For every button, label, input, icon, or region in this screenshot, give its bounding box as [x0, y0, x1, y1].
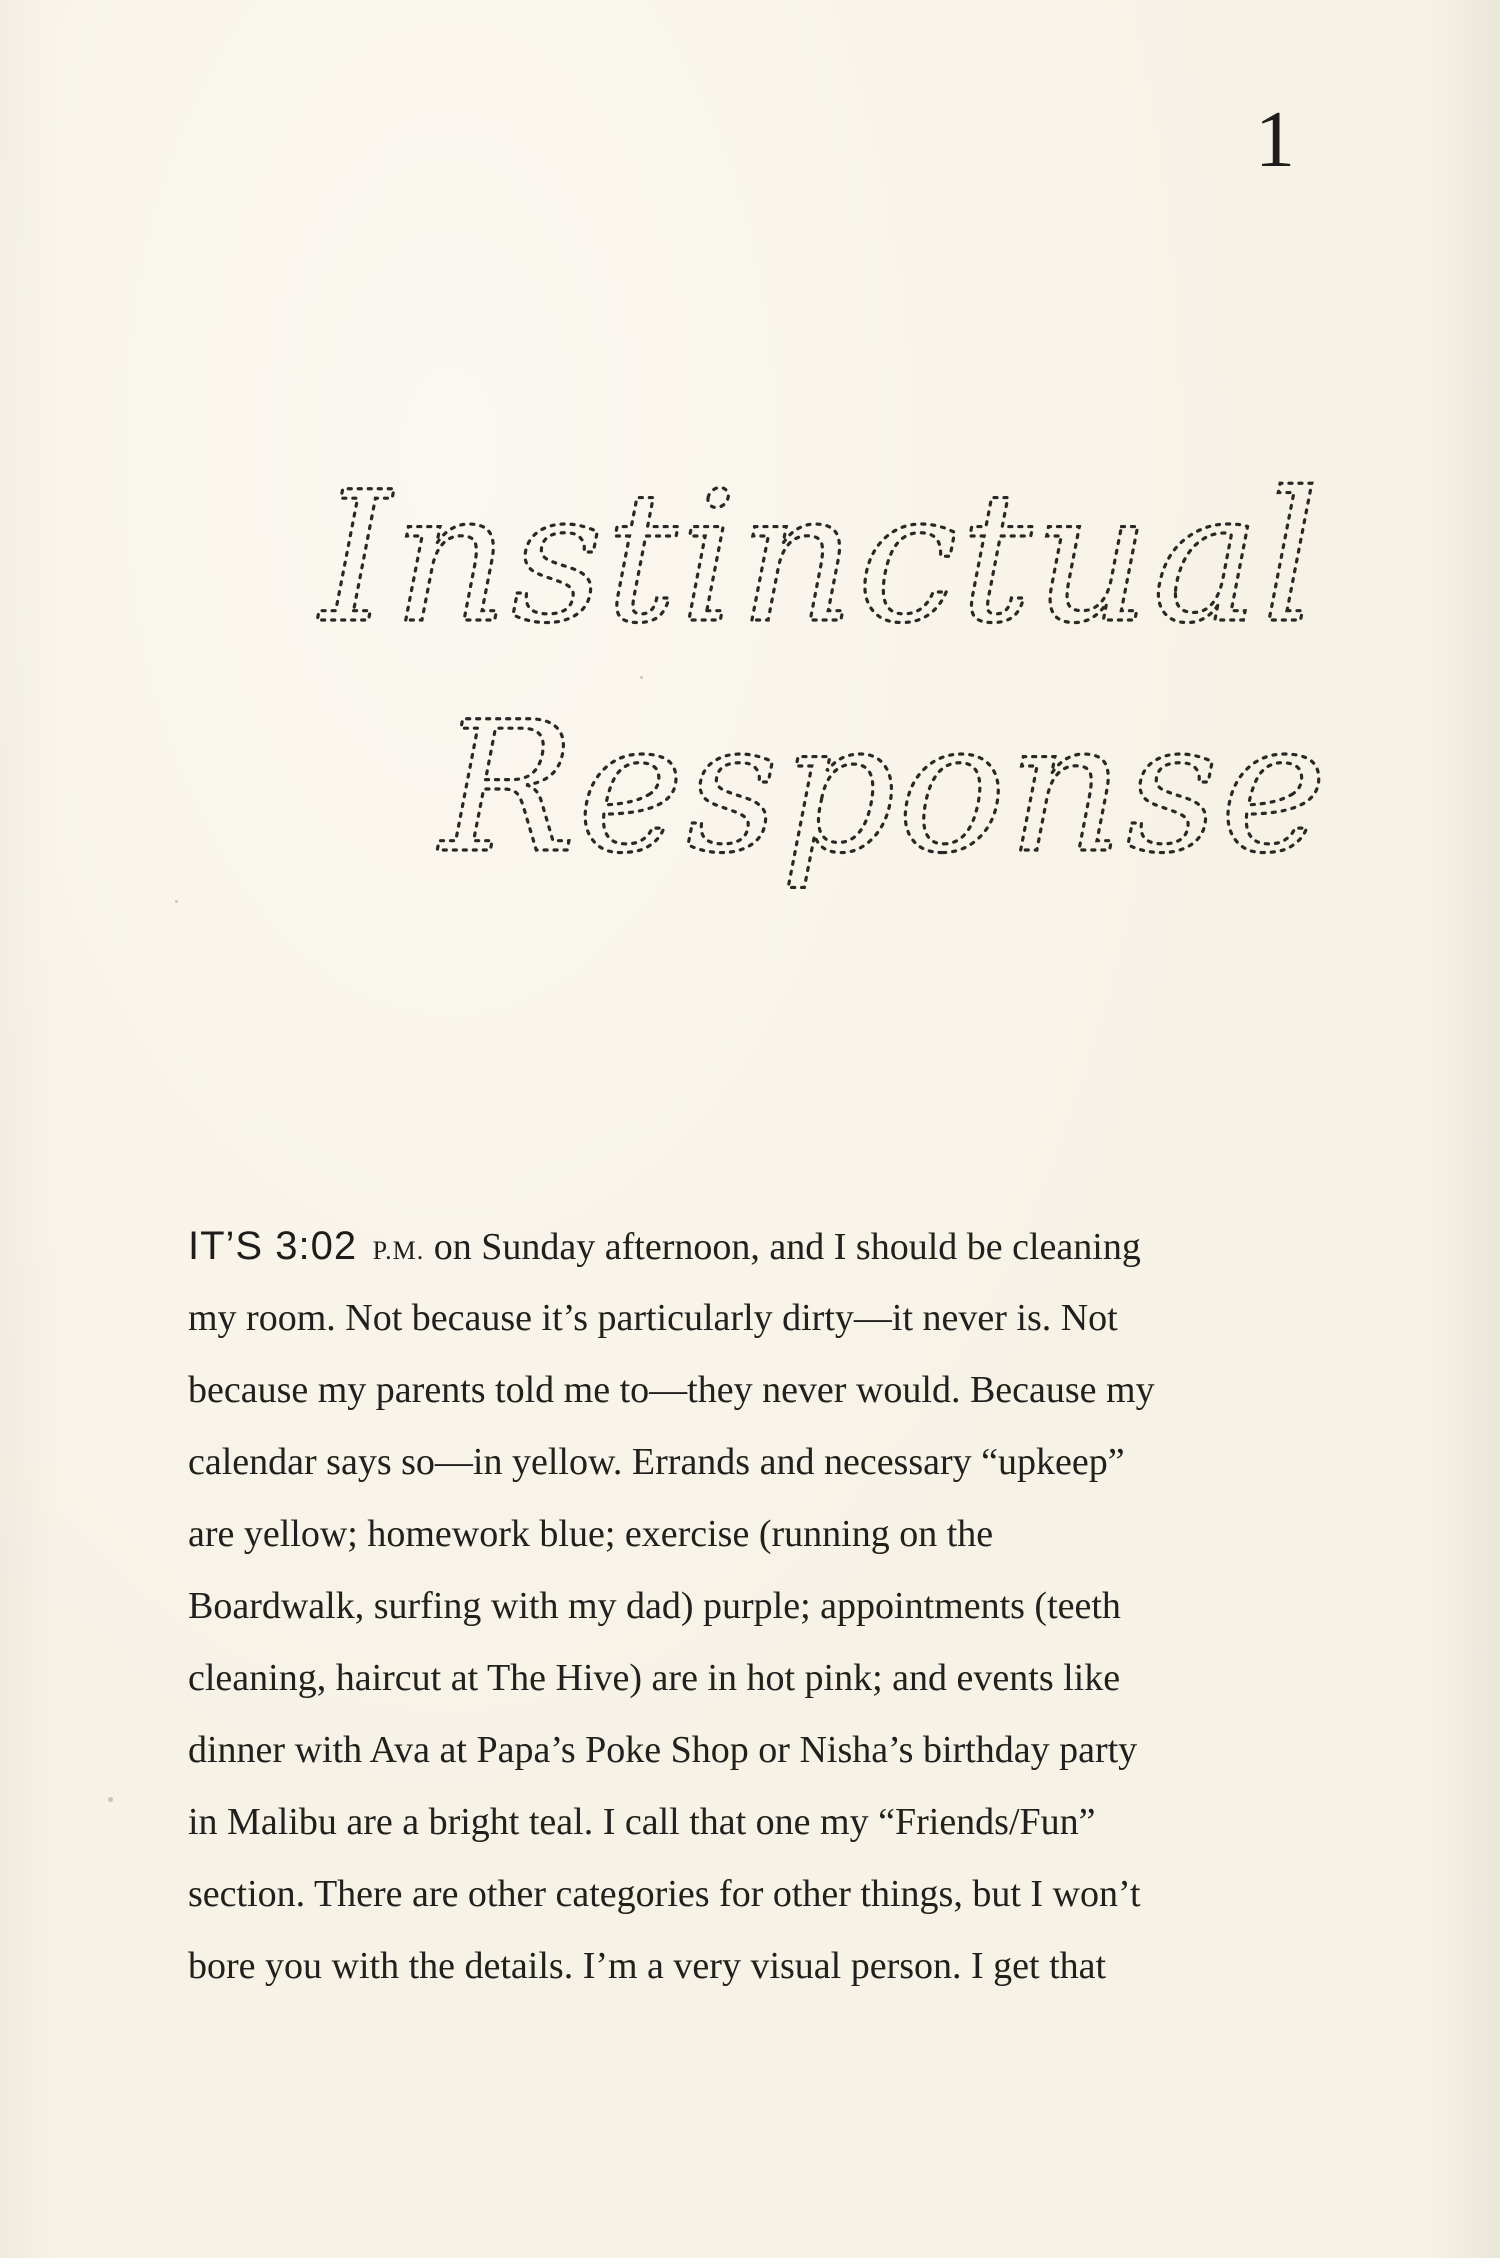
text-line: because my parents told me to—they never would. Because my [188, 1369, 1155, 1411]
lead-in-caps: IT’S 3:02 [188, 1224, 358, 1268]
paper-speck [175, 900, 178, 903]
body-text [188, 1210, 1316, 2002]
chapter-number: 1 [1255, 96, 1295, 184]
chapter-title [300, 454, 1329, 940]
text-line: my room. Not because it’s particularly dirty—it never is. Not [188, 1297, 1118, 1339]
time-suffix: P.M. [372, 1236, 425, 1265]
text-line: dinner with Ava at Papa’s Poke Shop or Nisha’s birthday party [188, 1729, 1138, 1771]
text-line: section. There are other categories for other things, but I won’t [188, 1873, 1141, 1915]
first-line-text: on Sunday afternoon, and I should be cleaning [433, 1226, 1141, 1268]
text-line: cleaning, haircut at The Hive) are in hot pink; and events like [188, 1657, 1121, 1699]
text-line: bore you with the details. I’m a very visual person. I get that [188, 1945, 1107, 1987]
text-line: are yellow; homework blue; exercise (running on the [188, 1513, 994, 1555]
paragraph-first-line [188, 1210, 1316, 1282]
text-line: Boardwalk, surfing with my dad) purple; appointments (teeth [188, 1585, 1121, 1627]
chapter-title-line-2: Response [440, 684, 1329, 893]
text-line: calendar says so—in yellow. Errands and necessary “upkeep” [188, 1441, 1125, 1483]
paper-speck [108, 1797, 113, 1802]
text-line: in Malibu are a bright teal. I call that one my “Friends/Fun” [188, 1801, 1096, 1843]
paper-speck [640, 676, 643, 679]
chapter-title-line-1: Instinctual [320, 454, 1322, 663]
